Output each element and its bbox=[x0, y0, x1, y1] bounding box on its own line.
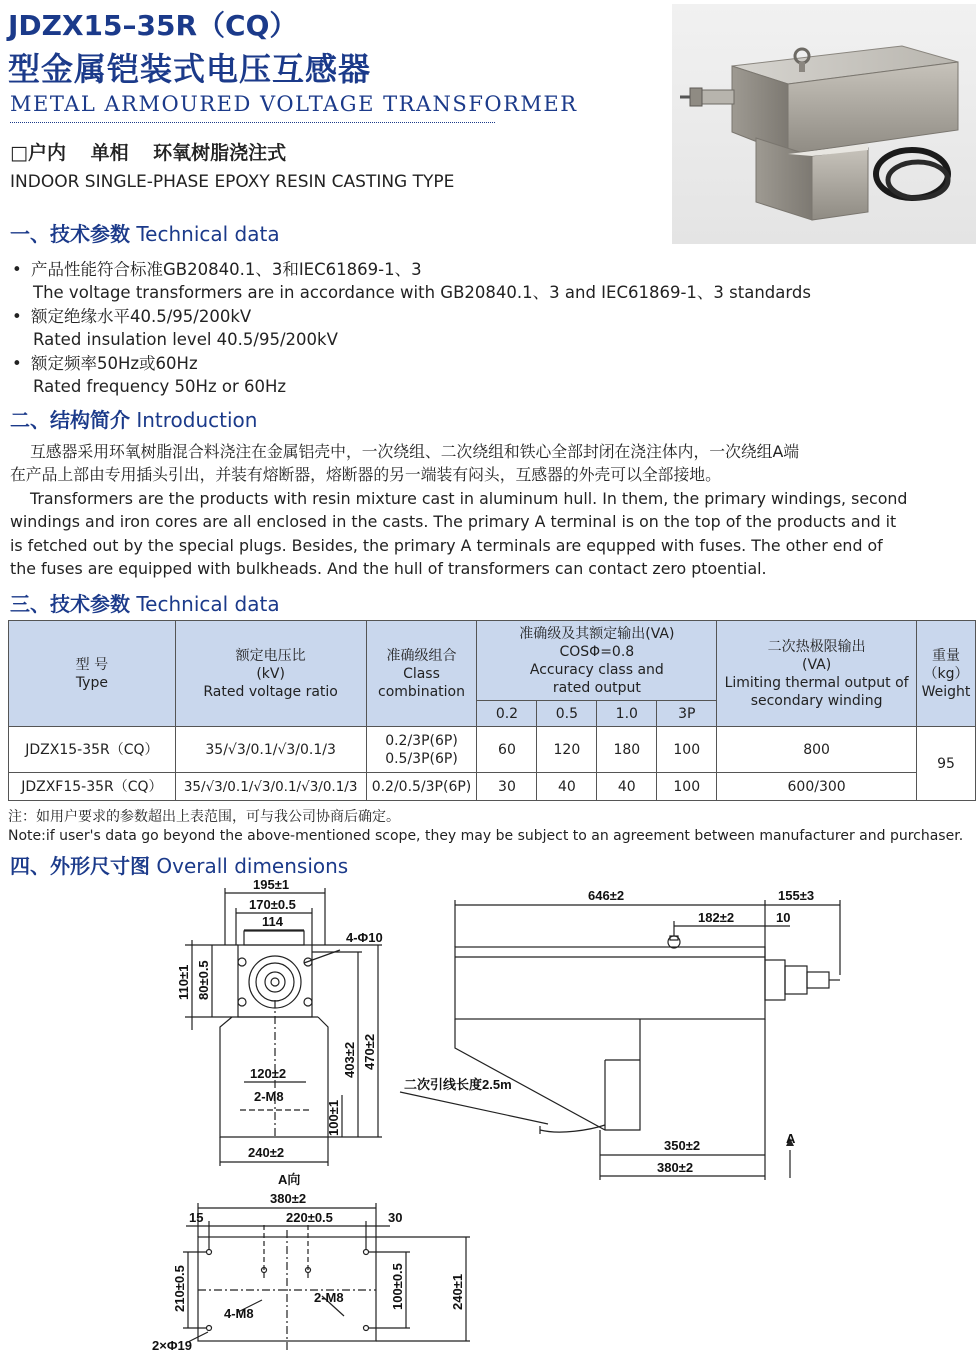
cell-acc-02: 60 bbox=[477, 727, 537, 773]
table-row bbox=[9, 727, 976, 773]
dim-label: 100±0.5 bbox=[390, 1263, 405, 1310]
cell-acc-02: 30 bbox=[477, 773, 537, 801]
section-3-title-cn: 三、技术参数 bbox=[10, 592, 130, 616]
header-acc-col: 3P bbox=[657, 701, 717, 727]
view-arrow-label: A bbox=[786, 1131, 796, 1146]
subtitle-english: INDOOR SINGLE-PHASE EPOXY RESIN CASTING TYPE bbox=[10, 172, 455, 192]
header-ratio-en: Rated voltage ratio bbox=[203, 683, 338, 700]
intro-en-line: the fuses are equipped with bulkheads. And the hull of transformers can contact zero ptoential. bbox=[10, 559, 767, 579]
section-1-title bbox=[10, 218, 280, 247]
bullet-cn: 产品性能符合标准GB20840.1、3和IEC61869-1、3 bbox=[30, 260, 422, 279]
dim-label: 2-M8 bbox=[314, 1290, 344, 1305]
dim-label: 4-Φ10 bbox=[346, 930, 383, 945]
header-class-en: combination bbox=[378, 683, 465, 700]
dim-label: 155±3 bbox=[778, 888, 815, 903]
header-ratio bbox=[175, 621, 366, 727]
cell-type: JDZXF15-35R（CQ） bbox=[9, 773, 176, 801]
section-2-title bbox=[10, 404, 257, 433]
dim-label: 114 bbox=[262, 914, 283, 929]
dim-label: 4-M8 bbox=[224, 1306, 254, 1321]
dim-label: 15 bbox=[189, 1210, 204, 1225]
model-title: JDZX15–35R（CQ） bbox=[8, 9, 298, 42]
tech-bullets bbox=[12, 258, 811, 398]
product-illustration bbox=[672, 4, 976, 244]
header-accuracy-cos: COSΦ=0.8 bbox=[559, 643, 635, 660]
header-acc-col: 0.5 bbox=[537, 701, 597, 727]
intro-cn-line: 互感器采用环氧树脂混合料浇注在金属铝壳中，一次绕组、二次绕组和铁心全部封闭在浇注体内，一次绕组A端 bbox=[30, 442, 800, 461]
header-thermal-unit: (VA) bbox=[801, 656, 832, 673]
cell-class-line: 0.2/3P(6P) bbox=[385, 732, 458, 749]
dim-label: 170±0.5 bbox=[249, 897, 296, 912]
cell-class bbox=[366, 727, 477, 773]
dim-label: 240±1 bbox=[450, 1273, 465, 1310]
table-header-row bbox=[9, 621, 976, 701]
cell-acc-10: 40 bbox=[597, 773, 657, 801]
technical-data-table bbox=[8, 620, 976, 801]
header-weight-cn: 重量 bbox=[931, 647, 960, 664]
dim-label: 350±2 bbox=[664, 1138, 701, 1153]
title-english: METAL ARMOURED VOLTAGE TRANSFORMER bbox=[10, 92, 578, 116]
subtitle-chinese: □户内 单相 环氧树脂浇注式 bbox=[10, 142, 287, 164]
dim-label: 10 bbox=[776, 910, 791, 925]
bullet-en: The voltage transformers are in accordance with GB20840.1、3 and IEC61869-1、3 standards bbox=[33, 283, 811, 303]
section-4-title-cn: 四、外形尺寸图 bbox=[10, 854, 150, 878]
cell-ratio: 35/√3/0.1/√3/0.1/3 bbox=[175, 727, 366, 773]
bullet-en: Rated frequency 50Hz or 60Hz bbox=[33, 377, 287, 397]
header-accuracy-cn: 准确级及其额定输出(VA) bbox=[519, 625, 675, 642]
intro-en-line: windings and iron cores are all enclosed in the casts. The primary A terminal is on the top of the products and it bbox=[10, 512, 897, 532]
dim-label: 120±2 bbox=[250, 1066, 287, 1081]
header-type-cn: 型 号 bbox=[75, 656, 109, 673]
header-weight-unit: （kg） bbox=[923, 665, 969, 682]
section-1-title-cn: 一、技术参数 bbox=[10, 222, 130, 246]
cell-acc-3p: 100 bbox=[657, 773, 717, 801]
note-cn: 注：如用户要求的参数超出上表范围，可与我公司协商后确定。 bbox=[8, 809, 400, 825]
table-note bbox=[8, 808, 976, 846]
cell-acc-3p: 100 bbox=[657, 727, 717, 773]
side-body bbox=[455, 947, 765, 1019]
cell-class: 0.2/0.5/3P(6P) bbox=[366, 773, 477, 801]
section-1-title-en: Technical data bbox=[136, 222, 280, 246]
cell-acc-05: 40 bbox=[537, 773, 597, 801]
note-en: Note:if user's data go beyond the above-mentioned scope, they may be subject to an agreement between manufacturer and purchaser. bbox=[8, 828, 964, 844]
dim-label: 80±0.5 bbox=[196, 960, 211, 1000]
header-acc-col: 1.0 bbox=[597, 701, 657, 727]
dim-label: 110±1 bbox=[176, 964, 191, 1000]
dim-label: 100±1 bbox=[326, 1099, 341, 1136]
header-accuracy-en: rated output bbox=[552, 679, 641, 696]
introduction-text bbox=[10, 440, 978, 580]
bullet-item: • 额定频率50Hz或60Hz bbox=[12, 353, 198, 373]
header-thermal-en: secondary winding bbox=[750, 692, 883, 709]
product-photo bbox=[672, 4, 976, 244]
cell-thermal: 800 bbox=[717, 727, 917, 773]
dim-label: 210±0.5 bbox=[172, 1265, 187, 1312]
dim-label: 182±2 bbox=[698, 910, 735, 925]
header-acc-col: 0.2 bbox=[477, 701, 537, 727]
title-chinese: 型金属铠装式电压互感器 bbox=[8, 50, 372, 88]
dim-label: 2×Φ19 bbox=[152, 1338, 192, 1353]
dim-label: 220±0.5 bbox=[286, 1210, 333, 1225]
cell-class-line: 0.5/3P(6P) bbox=[385, 750, 458, 767]
section-4-title-en: Overall dimensions bbox=[156, 854, 349, 878]
header-class-cn: 准确级组合 bbox=[386, 647, 457, 664]
cell-ratio: 35/√3/0.1/√3/0.1/√3/0.1/3 bbox=[175, 773, 366, 801]
dim-label: 2-M8 bbox=[254, 1089, 284, 1104]
section-3-title bbox=[10, 588, 280, 617]
dim-label: 30 bbox=[388, 1210, 403, 1225]
header-thermal bbox=[717, 621, 917, 727]
cell-weight: 95 bbox=[916, 727, 975, 801]
section-2-title-en: Introduction bbox=[136, 408, 258, 432]
header-thermal-en: Limiting thermal output of bbox=[724, 674, 909, 691]
intro-cn-line: 在产品上部由专用插头引出，并装有熔断器，熔断器的另一端装有闷头，互感器的外壳可以全部接地。 bbox=[10, 465, 721, 485]
cell-thermal: 600/300 bbox=[717, 773, 917, 801]
dim-label: 380±2 bbox=[657, 1160, 694, 1175]
header-type-en: Type bbox=[75, 674, 108, 691]
header-weight bbox=[916, 621, 975, 727]
title-divider bbox=[10, 122, 495, 123]
header-accuracy bbox=[477, 621, 717, 701]
bullet-item: • 产品性能符合标准GB20840.1、3和IEC61869-1、3 bbox=[12, 260, 422, 279]
cell-acc-10: 180 bbox=[597, 727, 657, 773]
view-label: A向 bbox=[278, 1172, 301, 1187]
header-type bbox=[9, 621, 176, 727]
dim-label: 646±2 bbox=[588, 888, 625, 903]
dim-label: 二次引线长度2.5m bbox=[404, 1077, 512, 1092]
bullet-en: Rated insulation level 40.5/95/200kV bbox=[33, 330, 338, 350]
dimension-drawing bbox=[0, 870, 980, 1362]
bullet-cn: 额定频率50Hz或60Hz bbox=[30, 353, 198, 373]
cell-acc-05: 120 bbox=[537, 727, 597, 773]
section-3-title-en: Technical data bbox=[136, 592, 280, 616]
bullet-item: • 额定绝缘水平40.5/95/200kV bbox=[12, 306, 252, 326]
header-weight-en: Weight bbox=[921, 683, 971, 700]
intro-en-line: is fetched out by the special plugs. Besides, the primary A terminals are equpped with fuses. The other end of bbox=[10, 535, 883, 555]
cell-type: JDZX15-35R（CQ） bbox=[9, 727, 176, 773]
header-accuracy-en: Accuracy class and bbox=[529, 661, 664, 678]
header-ratio-cn: 额定电压比 bbox=[235, 647, 306, 664]
section-2-title-cn: 二、结构简介 bbox=[10, 408, 130, 432]
table-row bbox=[9, 773, 976, 801]
header-ratio-unit: (kV) bbox=[256, 665, 285, 682]
dim-label: 470±2 bbox=[362, 1033, 377, 1070]
bullet-cn: 额定绝缘水平40.5/95/200kV bbox=[30, 306, 252, 326]
header-class-en: Class bbox=[403, 665, 440, 682]
intro-en-line: Transformers are the products with resin mixture cast in aluminum hull. In them, the primary windings, second bbox=[30, 488, 908, 508]
dim-label: 195±1 bbox=[253, 877, 290, 892]
dim-label: 380±2 bbox=[270, 1191, 307, 1206]
header-class bbox=[366, 621, 477, 727]
dim-label: 403±2 bbox=[342, 1041, 357, 1078]
header-thermal-cn: 二次热极限输出 bbox=[767, 638, 866, 655]
dim-label: 240±2 bbox=[248, 1145, 285, 1160]
